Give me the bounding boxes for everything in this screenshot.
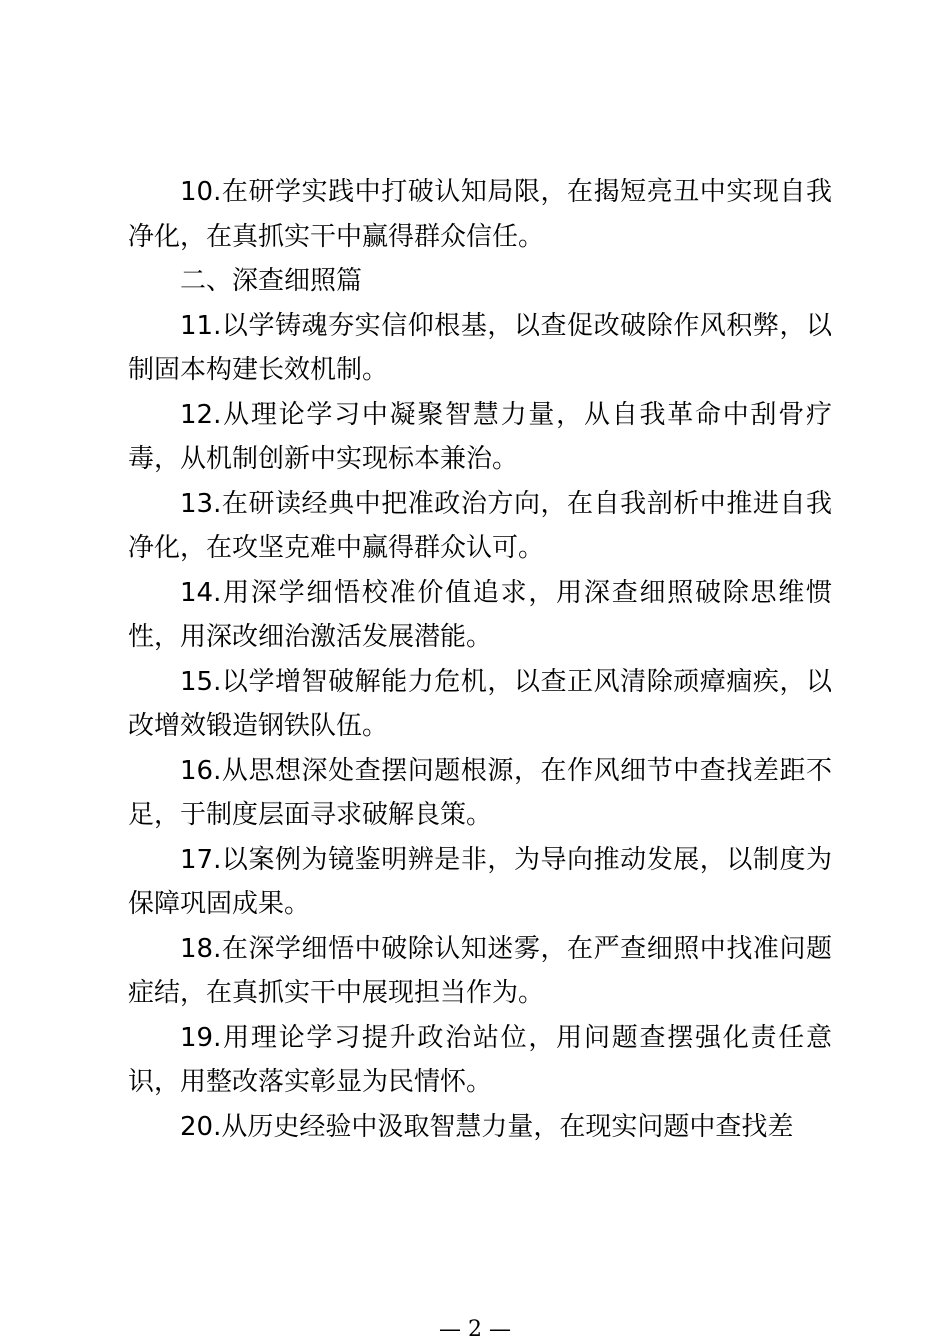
section-heading: 二、深查细照篇 <box>180 266 363 296</box>
paragraph-18: 18.在深学细悟中破除认知迷雾，在严查细照中找准问题症结，在真抓实干中展现担当作为。 <box>128 933 832 1008</box>
paragraph-13: 13.在研读经典中把准政治方向，在自我剖析中推进自我净化，在攻坚克难中赢得群众认可。 <box>128 488 832 563</box>
paragraph-17: 17.以案例为镜鉴明辨是非，为导向推动发展，以制度为保障巩固成果。 <box>128 844 832 919</box>
paragraph-11: 11.以学铸魂夯实信仰根基，以查促改破除作风积弊，以制固本构建长效机制。 <box>128 310 832 385</box>
paragraph-20: 20.从历史经验中汲取智慧力量，在现实问题中查找差 <box>180 1111 794 1142</box>
paragraph-10: 10.在研学实践中打破认知局限，在揭短亮丑中实现自我净化，在真抓实干中赢得群众信任。 <box>128 177 832 252</box>
paragraph-15: 15.以学增智破解能力危机，以查正风清除顽瘴痼疾，以改增效锻造钢铁队伍。 <box>128 666 832 741</box>
paragraph-12: 12.从理论学习中凝聚智慧力量，从自我革命中刮骨疗毒，从机制创新中实现标本兼治。 <box>128 399 832 474</box>
paragraph-19: 19.用理论学习提升政治站位，用问题查摆强化责任意识，用整改落实彰显为民情怀。 <box>128 1022 832 1097</box>
paragraph-16: 16.从思想深处查摆问题根源，在作风细节中查找差距不足，于制度层面寻求破解良策。 <box>128 755 832 830</box>
document-body <box>128 170 832 1149</box>
paragraph-14: 14.用深学细悟校准价值追求，用深查细照破除思维惯性，用深改细治激活发展潜能。 <box>128 577 832 652</box>
page-number: — 2 — <box>439 1317 511 1342</box>
